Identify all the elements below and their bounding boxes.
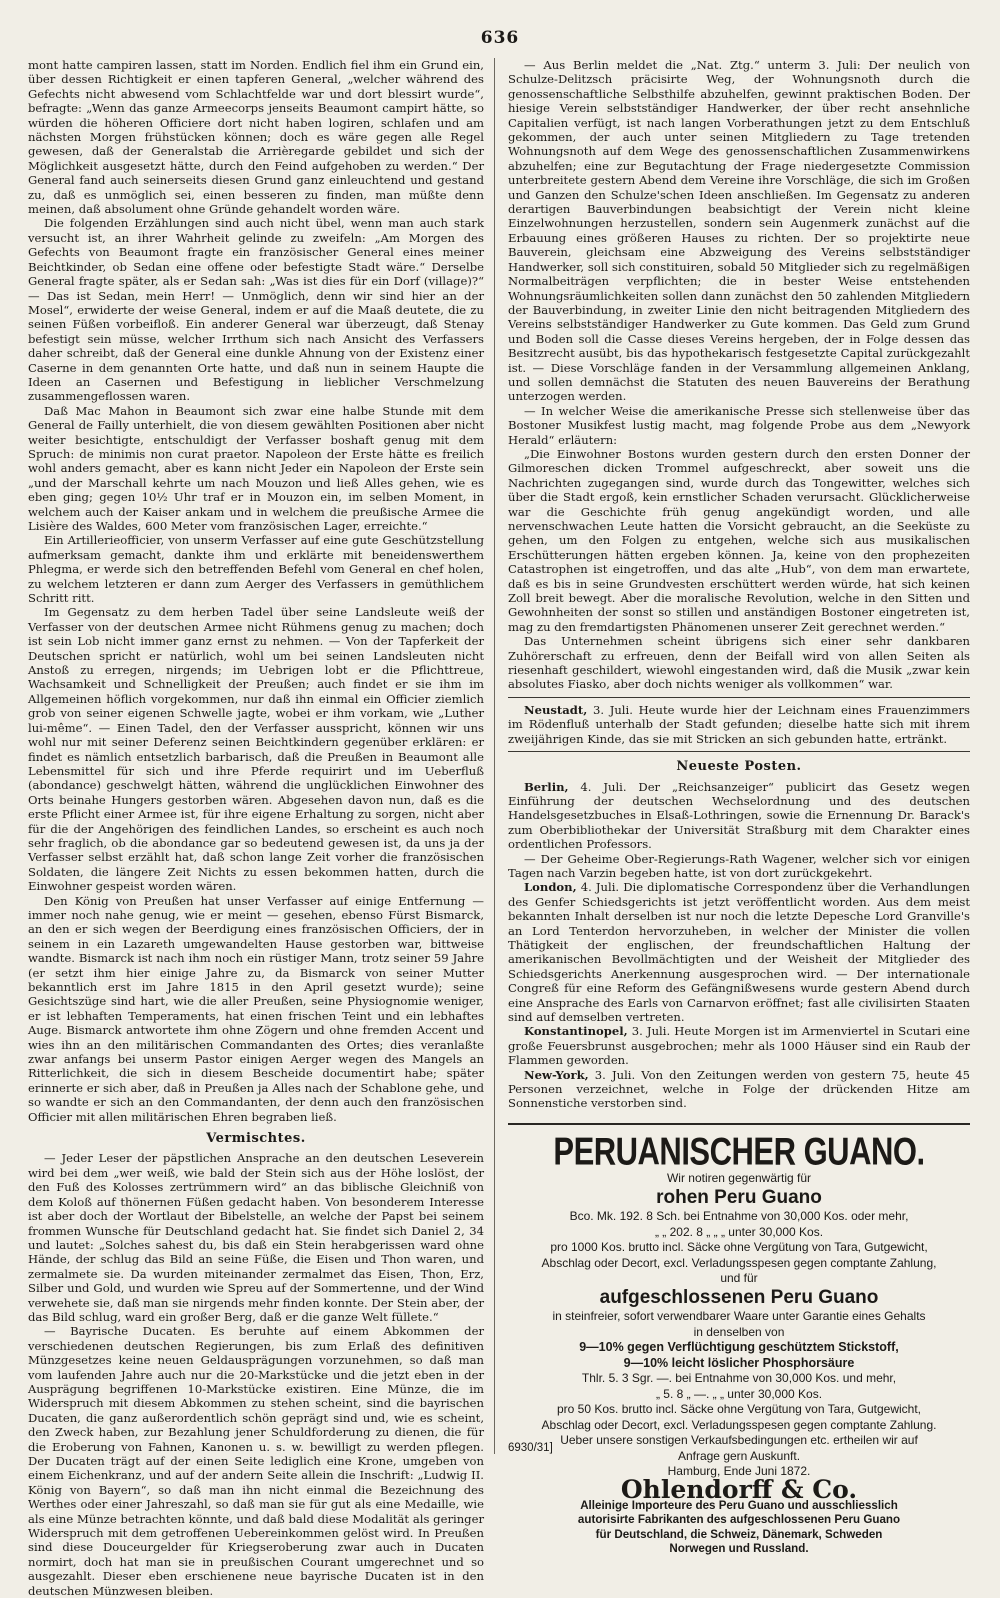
ad-intro: Wir notiren gegenwärtig für xyxy=(666,1171,812,1186)
news-item xyxy=(508,1024,970,1067)
ad-subheading: aufgeschlossenen Peru Guano xyxy=(599,1286,879,1308)
news-place: London, xyxy=(524,880,577,895)
ad-line: pro 50 Kos. brutto incl. Säcke ohne Vergütung von Tara, Gutgewicht, xyxy=(556,1402,921,1417)
news-item-neustadt xyxy=(508,703,970,746)
news-text: 4. Juli. Die diplomatische Correspondenz über die Verhandlungen des Genfer Schiedsgerichts ist jetzt veröffentlicht worden. Aus dem meist bekannten Inhalt derselben ist nur noch die letzte Depesche Lord Granville's an Lord Tenterdon hervorzuheben, in welcher der Minister die vollen Thätigkeit der englischen, der freundschaftlichen Haltung der amerikanischen Bevollmächtigten und der Weisheit der Mitglieder des Schiedsgerichts Anerkennung ausgesprochen wird. — Der internationale Congreß für eine Reform des Gefängnißwesens wurde gestern Abend durch eine Ansprache des Earls von Carnarvon eröffnet; fast alle civilisirten Staaten sind auf demselben vertreten. xyxy=(508,880,970,1024)
left-column xyxy=(28,58,484,1598)
news-text: 4. Juli. Der „Reichsanzeiger“ publicirt das Gesetz wegen Einführung der deutschen Wechselordnung und des deutschen Handelsgesetzbuches in Elsaß-Lothringen, sowie die Ernennung Dr. Barack's zum Oberbibliothekar der Universität Straßburg mit dem Charakter eines ordentlichen Professors. xyxy=(508,779,970,852)
article-paragraph: — Jeder Leser der päpstlichen Ansprache an den deutschen Leseverein wird bei dem „wer weiß, wie bald der Stein sich aus der Höhe loslöst, der den Fuß des Kolosses zertrümmern wird“ an das biblische Gleichniß von dem Koloß auf thönernen Füßen gedacht haben. Von besonderem Interesse ist aber doch der Wortlaut der Bibelstelle, an welche der Papst bei seinem frommen Wunsche für Deutschland gedacht hat. Sie findet sich Daniel 2, 34 und lautet: „Solches sahest du, bis daß ein Stein herabgerissen ward ohne Hände, der schlug das Bild an seine Füße, die Eisen und Thon waren, und zermalmete sie. Da wurden miteinander zermalmet das Eisen, Thon, Erz, Silber und Gold, und wurden wie Spreu auf der Sommertenne, und der Wind verwehete sie, daß man sie nirgends mehr finden konnte. Der Stein aber, der das Bild schlug, ward ein großer Berg, daß er die ganze Welt füllete.“ xyxy=(28,1151,484,1324)
article-paragraph: Den König von Preußen hat unser Verfasser auf einige Entfernung — immer noch nahe genug, wie er meint — gesehen, ebenso Fürst Bismarck, an den er sich wegen der Beerdigung eines französischen Officiers, der in seinem in ein Lazareth umgewandelten Hause gestorben war, bittweise wandte. Bismarck ist nach ihm noch ein rüstiger Mann, trotz seiner 59 Jahre (er setzt ihm hier einige Jahre zu, da Bismarck von seiner Mutter bekanntlich erst im Jahre 1815 in den April gesetzt wurde); seine Gesichtszüge sind hart, wie die aller Preußen, seine Physiognomie weniger, er ist lebhaften Temperaments, hat einen frischen Teint und ein lebhaftes Auge. Bismarck antwortete ihm ohne Zögern und ohne fremden Accent und wies ihn an den militärischen Commandanten des Ortes; dies veranlaßte zwar anfangs bei unserm Pastor einigen Aerger wegen des Mangels an Ritterlichkeit, die sich in diesem Bescheide documentirt habe; später erinnerte er sich aber, daß in Preußen ja Alles nach der Schablone gehe, und so wandte er sich an den Commandanten, der denn auch den französischen Officier mit allen militärischen Ehren begraben ließ. xyxy=(28,893,484,1124)
right-column xyxy=(508,58,971,1556)
page-number: 636 xyxy=(480,28,520,48)
article-paragraph: Im Gegensatz zu dem herben Tadel über seine Landsleute weiß der Verfasser von der deutschen Armee nicht Rühmens genug zu machen; doch ist sein Lob nicht immer ganz ernst zu nehmen. — Von der Tapferkeit der Deutschen spricht er natürlich, wohl um bei seinen Landsleuten nicht Anstoß zu erregen, nirgends; im Uebrigen lobt er die Pflichttreue, Wachsamkeit und Schnelligkeit der Preußen; auch findet er sie ihm im Allgemeinen höflich vorgekommen, nur daß ihn einmal ein Officier ziemlich grob von seiner eigenen Schwelle jagte, wobei er ihm vorkam, wie „Luther lui-même“. — Einen Tadel, den der Verfasser ausspricht, können wir uns wohl nur mit seiner Deferenz seinen Beichtkindern gegenüber erklären: er findet es nämlich entsetzlich barbarisch, daß die Preußen in Beaumont alle Lebensmittel für sich und ihre Pferde requirirt und im Ueberfluß (abondance) geschwelgt hätten, während die unglücklichen Einwohner des Orts beinahe Hungers gestorben wären. Abgesehen davon nun, daß es die erste Pflicht einer Armee ist, für ihre eigene Erhaltung zu sorgen, nicht aber für die der Angehörigen des feindlichen Landes, so erscheint es auch noch sehr fraglich, ob die abondance gar so bedeutend gewesen ist, da uns ja der Verfasser selbst erzählt hat, daß schon lange Zeit vorher die französischen Soldaten, die längere Zeit Nichts zu essen bekommen hatten, durch die Einwohner gespeist worden wären. xyxy=(28,605,484,894)
article-paragraph: Das Unternehmen scheint übrigens sich einer sehr dankbaren Zuhörerschaft zu erfreuen, denn der Beifall wird von allen Seiten als riesenhaft geschildert, wiewohl eingestanden wird, daß die Musik „zwar kein absolutes Fiasko, aber doch nichts weniger als vollkommen“ war. xyxy=(508,634,970,692)
article-paragraph: Daß Mac Mahon in Beaumont sich zwar eine halbe Stunde mit dem General de Failly unterhielt, die von diesem gewählten Positionen aber nicht weiter besichtigte, entschuldigt der Verfasser boshaft genug mit dem Spruch: de minimis non curat praetor. Napoleon der Erste hätte es freilich wohl anders gemacht, aber es kann nicht Jeder ein Napoleon der Erste sein „und der Marschall kehrte um nach Mouzon und ließ Alles gehen, wie es eben ging; gegen 10½ Uhr traf er in Mouzon ein, im selben Moment, in welchem auch der Kaiser ankam und in welchem die preußische Armee die Lisière des Waldes, 600 Meter vom französischen Lager, erreichte.“ xyxy=(28,403,484,533)
article-paragraph: „Die Einwohner Bostons wurden gestern durch den ersten Donner der Gilmoreschen dicken Trommel aufgeschreckt, aber soweit uns die Nachrichten zugegangen sind, wurde durch das Tongewitter, welches sich über die Stadt ergoß, kein ernstlicher Schaden verursacht. Glücklicherweise war die Geschichte früh genug angekündigt worden, und alle nervenschwachen Leute hatten die Vorsicht gebraucht, an die Seeküste zu gehen, um den Folgen zu entgehen, welche sich aus musikalischen Erschütterungen hätten ergeben können. Ja, keine von den prophezeiten Catastrophen ist eingetroffen, und das alte „Hub“, von dem man erwartete, daß es bis in seine Grundvesten erschüttert werden würde, hat sich keinen Zoll breit bewegt. Aber die moralische Revolution, welche in den Sitten und Gewohnheiten der sonst so stillen und anständigen Bostoner eingetreten ist, mag zu den fremdartigsten Phänomenen unserer Zeit gerechnet werden.“ xyxy=(508,446,970,634)
article-paragraph: Ein Artillerieofficier, von unserm Verfasser auf eine gute Geschützstellung aufmerksam gemacht, dankte ihm und erklärte mit beneidenswerthem Phlegma, er werde sich den betreffenden Befehl vom General en chef holen, zu welchem letzteren er dann zum Aerger des Verfassers in gemüthlichem Schritt ritt. xyxy=(28,533,484,606)
divider xyxy=(508,697,970,698)
article-paragraph: mont hatte campiren lassen, statt im Norden. Endlich fiel ihm ein Grund ein, über dessen Richtigkeit er einen tapferen General, „welcher während des Gefechts nicht abwesend vom Schlachtfelde war und dort blessirt wurde“, befragte: „Wenn das ganze Armeecorps jenseits Beaumont campirt hätte, so würden die höheren Officiere dort nicht haben logiren, schlafen und am nächsten Morgen frühstücken können; doch es wäre gegen alle Regel gewesen, daß der Generalstab die Arrièregarde gebildet und sich der Möglichkeit ausgesetzt hätte, durch den Feind aufgehoben zu werden.“ Der General fand auch seinerseits diesen Grund ganz einleuchtend und gestand zu, daß es unmöglich sei, einen besseren zu finden, man müßte denn meinen, daß absolument ohne Gründe gehandelt worden wäre. xyxy=(28,58,484,217)
ad-line: in steinfreier, sofort verwendbarer Waare unter Garantie eines Gehalts xyxy=(552,1309,926,1324)
article-paragraph: — In welcher Weise die amerikanische Presse sich stellenweise über das Bostoner Musikfest lustig macht, mag folgende Probe aus dem „Newyork Herald“ erläutern: xyxy=(508,403,970,447)
ad-line: Bco. Mk. 192. 8 Sch. bei Entnahme von 30,000 Kos. oder mehr, xyxy=(569,1209,909,1224)
ad-line: Abschlag oder Decort, excl. Verladungsspesen gegen comptante Zahlung. xyxy=(541,1417,937,1432)
news-place: New-York, xyxy=(524,1067,589,1082)
ad-line: „ 5. 8 „ —. „ „ unter 30,000 Kos. xyxy=(655,1386,823,1401)
news-item xyxy=(508,1068,970,1111)
ad-line: Anfrage gern Auskunft. xyxy=(677,1448,801,1463)
ad-footer-line: autorisirte Fabrikanten des aufgeschlossenen Peru Guano xyxy=(577,1513,901,1527)
section-heading-vermischtes: Vermischtes. xyxy=(206,1131,306,1147)
advertisement-peru-guano xyxy=(508,1123,970,1557)
news-text: 3. Juli. Heute wurde hier der Leichnam eines Frauenzimmers im Rödenfluß unterhalb der Stadt gefunden; dieselbe hatte sich mit ihrem zweijährigen Kinde, das sie mit Stricken an sich gebunden hatte, ertränkt. xyxy=(508,702,970,746)
article-paragraph: — Aus Berlin meldet die „Nat. Ztg.“ unterm 3. Juli: Der neulich von Schulze-Delitzsch präcisirte Weg, der Wohnungsnoth durch die genossenschaftliche Selbsthilfe abzuhelfen, gewinnt praktischen Boden. Der hiesige Verein selbstständiger Handwerker, der über recht ansehnliche Capitalien verfügt, ist nach langen Vorberathungen jetzt zu dem Entschluß gekommen, der auch unter seinen Mitgliedern zu Tage tretenden Wohnungsnoth auf dem Wege des genossenschaftlichen Zusammenwirkens abzuhelfen; eine zur Begutachtung der Frage niedergesetzte Commission unterbreitete gestern Abend dem Vereine ihre Vorschläge, die sich im Großen und Ganzen den Schulze'schen Ideen anschließen. Im Gegensatz zu anderen derartigen Bauverbindungen beabsichtigt der Verein nicht kleine Einzelwohnungen herzustellen, sondern sein Augenmerk zunächst auf die Erbauung eines größeren Hauses zu richten. Der so projektirte neue Bauverein, gleichsam eine Abzweigung des Vereins selbstständiger Handwerker, soll sich constituiren, sobald 50 Mitglieder sich zu regelmäßigen Normalbeiträgen verpflichten; die in bester Weise entstehenden Wohnungsräumlichkeiten sollen dann zunächst den 50 zahlenden Mitgliedern der Bauverbindung, in zweiter Linie den nicht beitragenden Mitgliedern des Vereins selbstständiger Handwerker zu Gute kommen. Das Geld zum Grund und Boden soll die Casse dieses Vereins hergeben, der in Folge dessen das Besitzrecht ausübt, bis das hypothekarisch festgesetzte Capital zurückgezahlt ist. — Diese Vorschläge fanden in der Versammlung allgemeinen Anklang, und sollen demnächst die Statuten des neuen Bauvereins der Berathung unterzogen werden. xyxy=(508,58,970,404)
news-place: Berlin, xyxy=(524,779,569,794)
column-divider xyxy=(494,58,495,1454)
ad-footer-line: für Deutschland, die Schweiz, Dänemark, Schweden xyxy=(595,1527,883,1541)
ad-line: und für xyxy=(720,1271,758,1286)
news-place: Konstantinopel, xyxy=(524,1024,628,1039)
article-paragraph: Die folgenden Erzählungen sind auch nicht übel, wenn man auch stark versucht ist, an ihrer Wahrheit gelinde zu zweifeln: „Am Morgen des Gefechts von Beaumont fragte ein französischer General eines meiner Beichtkinder, ob Sedan eine offene oder befestigte Stadt wäre.“ Derselbe General fragte später, als er Sedan sah: „Was ist dies für ein Dorf (village)?“ — Das ist Sedan, mein Herr! — Unmöglich, denn wir sind hier an der Mosel“, erwiderte der weise General, indem er auf die Maaß deutete, die zu seinen Füßen vorbeifloß. Ein anderer General war überzeugt, daß Stenay befestigt sein müsse, welcher Irrthum sich nach Ansicht des Verfassers daher schreibt, daß der General eine dunkle Ahnung von der Existenz einer Caserne in dem genannten Orte hatte, und daß nun in seinem Haupte die Ideen an Casernen und Befestigung in lieblicher Verschmelzung zusammengeflossen waren. xyxy=(28,216,484,404)
ad-reference-code: 6930/31] xyxy=(508,1442,553,1454)
news-item xyxy=(508,780,970,852)
ad-place-date: Hamburg, Ende Juni 1872. xyxy=(667,1464,811,1479)
ad-bold-line: 9—10% leicht löslicher Phosphorsäure xyxy=(623,1355,855,1370)
divider xyxy=(508,751,970,752)
ad-line: Ueber unsere sonstigen Verkaufsbedingungen etc. ertheilen wir auf xyxy=(560,1433,918,1448)
ad-company-name: Ohlendorff & Co. xyxy=(620,1474,858,1504)
section-heading-neueste-posten: Neueste Posten. xyxy=(676,759,802,775)
news-item xyxy=(508,852,970,881)
ad-title: PERUANISCHER GUANO. xyxy=(553,1129,925,1174)
ad-bold-line: 9—10% gegen Verflüchtigung geschütztem Stickstoff, xyxy=(579,1340,899,1355)
news-text: — Der Geheime Ober-Regierungs-Rath Wagener, welcher sich vor einigen Tagen nach Varzin begeben hatte, ist von dort zurückgekehrt. xyxy=(508,851,970,880)
ad-line: pro 1000 Kos. brutto incl. Säcke ohne Vergütung von Tara, Gutgewicht, xyxy=(550,1240,928,1255)
news-text: 3. Juli. Heute Morgen ist im Armenviertel in Scutari eine große Feuersbrunst ausgebrochen; mehr als 1000 Häuser sind ein Raub der Flammen geworden. xyxy=(508,1024,970,1068)
news-place: Neustadt, xyxy=(524,702,588,717)
ad-line: „ „ 202. 8 „ „ „ unter 30,000 Kos. xyxy=(654,1224,824,1239)
news-item xyxy=(508,880,970,1024)
ad-line: Thlr. 5. 3 Sgr. —. bei Entnahme von 30,000 Kos. und mehr, xyxy=(581,1371,897,1386)
ad-line: in denselben von xyxy=(693,1324,785,1339)
ad-footer-line: Alleinige Importeure des Peru Guano und ausschliesslich xyxy=(580,1498,898,1512)
ad-subheading: rohen Peru Guano xyxy=(656,1186,822,1208)
news-text: 3. Juli. Von den Zeitungen werden von gestern 75, heute 45 Personen verzeichnet, welche in Folge der drückenden Hitze am Sonnenstiche verstorben sind. xyxy=(508,1067,971,1111)
article-paragraph: — Bayrische Ducaten. Es beruhte auf einem Abkommen der verschiedenen deutschen Regierungen, bis zum Erlaß des definitiven Münzgesetzes keine neuen Geldausprägungen vorzunehmen, so daß man vom laufenden Jahre auch nur die 20-Markstücke und die jetzt eben in der Ausprägung begriffenen 10-Markstücke existiren. Eine Münze, die im Widerspruch mit diesem Abkommen zu stehen scheint, sind die bayrischen Ducaten, die ganz außerordentlich schön geprägt sind und, wie es scheint, den Zweck haben, zur Bezahlung jener Schuldforderung zu dienen, die für die Eroberung von Fahnen, Kanonen u. s. w. bewilligt zu werden pflegen. Der Ducaten trägt auf der einen Seite lediglich eine Krone, umgeben von einem Eichenkranz, und auf der andern Seite allein die Inschrift: „Ludwig II. König von Bayern“, so daß man ihn nicht einmal die Bezeichnung des Werthes oder einer Jahreszahl, so daß man sie für gut als eine Medaille, wie als eine Münze betrachten könnte, und daß bald diese Modalität als geringer Widerspruch mit dem getroffenen Uebereinkommen gelöst wird. In Preußen sind diese Douceurgelder für Kriegseroberung zwar auch in Ducaten normirt, doch hat man sie in preußischen Courant umgerechnet und so ausgezahlt. Dieser eben erschienene neue bayrische Ducaten ist in den deutschen Münzwesen bleiben. xyxy=(28,1324,484,1598)
ad-footer-line: Norwegen und Russland. xyxy=(669,1542,809,1556)
ad-line: Abschlag oder Decort, excl. Verladungsspesen gegen comptante Zahlung, xyxy=(541,1255,937,1270)
